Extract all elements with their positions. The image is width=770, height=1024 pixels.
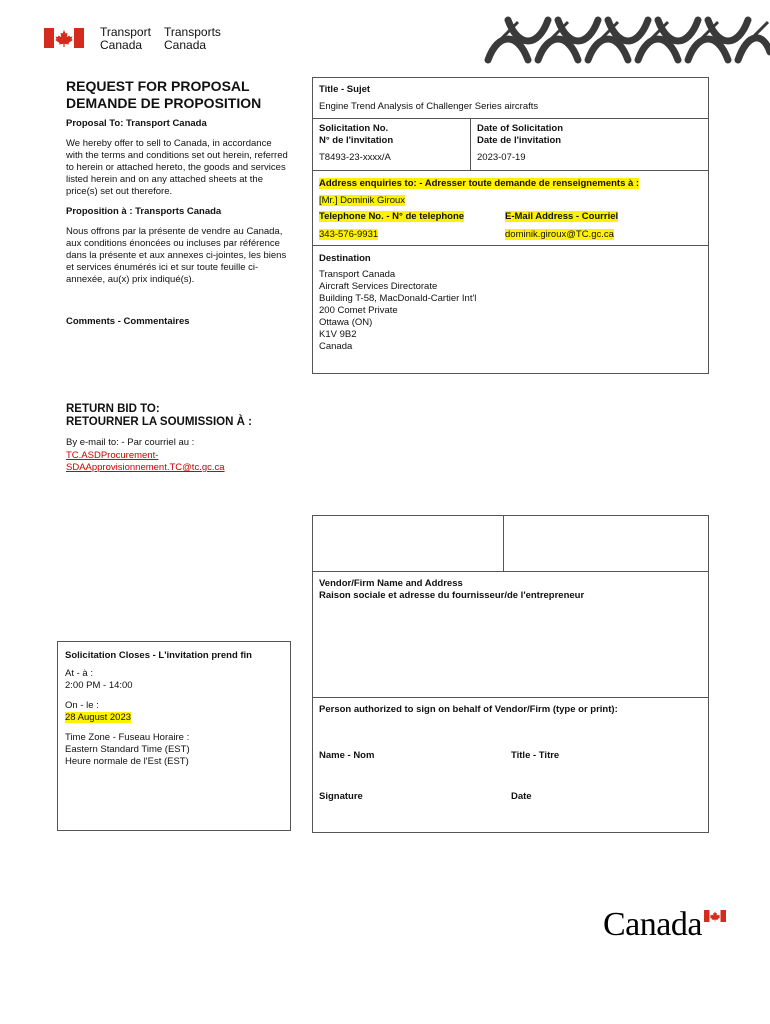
email-label: E-Mail Address - Courriel — [505, 211, 619, 222]
by-email-label: By e-mail to: - Par courriel au : — [66, 437, 195, 448]
timezone-label: Time Zone - Fuseau Horaire : — [65, 732, 190, 743]
date-label: Date — [511, 791, 532, 802]
return-bid-title-en: RETURN BID TO: — [66, 403, 160, 415]
timezone-en: Eastern Standard Time (EST) — [65, 744, 190, 755]
closes-date: 28 August 2023 — [65, 712, 132, 723]
proposal-to-text: We hereby offer to sell to Canada, in accordance with the terms and conditions set out herein, referred to herein or attached hereto, the goods and services listed herein and on any attached sheets at the price(s) set out therefore. — [66, 138, 288, 197]
destination-label: Destination — [319, 253, 371, 264]
department-name-en-1: Transport — [100, 25, 151, 39]
closes-label: Solicitation Closes - L'invitation prend fin — [65, 650, 252, 661]
vendor-name-address-fr: Raison sociale et adresse du fournisseur/de l'entrepreneur — [319, 590, 585, 601]
closes-on-label: On - le : — [65, 700, 99, 711]
timezone-fr: Heure normale de l'Est (EST) — [65, 756, 189, 767]
return-email-link-2[interactable]: SDAApprovisionnement.TC@tc.gc.ca — [66, 462, 225, 473]
canada-wordmark — [603, 906, 702, 944]
proposition-label: Proposition à : Transports Canada — [66, 206, 222, 217]
destination-line: 200 Comet Private — [319, 305, 398, 316]
destination-line: K1V 9B2 — [319, 329, 357, 340]
canada-flag-icon — [44, 28, 84, 48]
page-title-fr: DEMANDE DE PROPOSITION — [66, 95, 262, 111]
solicitation-no-label-fr: N° de l'invitation — [319, 135, 394, 146]
signature-label: Signature — [319, 791, 363, 802]
wordmark-flag-icon — [704, 910, 726, 922]
contact-name: [Mr.] Dominik Giroux — [319, 195, 406, 206]
closes-at-label: At - à : — [65, 668, 93, 679]
page-title-en: REQUEST FOR PROPOSAL — [66, 78, 250, 94]
canada-wordmark-text: Canada — [603, 906, 702, 943]
title-value: Engine Trend Analysis of Challenger Series aircrafts — [319, 101, 539, 112]
department-name-fr-1: Transports — [164, 25, 221, 39]
telephone-value: 343-576-9931 — [319, 229, 379, 240]
return-bid-title-fr: RETOURNER LA SOUMISSION À : — [66, 416, 252, 428]
vendor-box — [312, 515, 709, 833]
address-enquiries-label: Address enquiries to: - Adresser toute demande de renseignements à : — [319, 178, 640, 189]
proposal-to-label: Proposal To: Transport Canada — [66, 118, 207, 129]
destination-line: Transport Canada — [319, 269, 396, 280]
decorative-pattern — [478, 12, 770, 66]
solicitation-date-label-fr: Date de l'invitation — [477, 135, 562, 146]
department-name-en-2: Canada — [100, 37, 143, 52]
proposition-text: Nous offrons par la présente de vendre au Canada, aux conditions énoncées ou incluses par référence dans la présente et aux annexes ci-jointes, les biens et services énumérés ici et sur toute feuille ci-annexée, au(x) prix indiqué(s). — [66, 226, 287, 285]
comments-label: Comments - Commentaires — [66, 316, 190, 327]
authorized-person-label: Person authorized to sign on behalf of Vendor/Firm (type or print): — [319, 704, 618, 715]
department-name-fr-2: Canada — [164, 37, 207, 52]
solicitation-date-label-en: Date of Solicitation — [477, 123, 564, 134]
solicitation-date-value: 2023-07-19 — [477, 152, 526, 163]
telephone-label: Telephone No. - N° de telephone — [319, 211, 465, 222]
destination-line: Aircraft Services Directorate — [319, 281, 438, 292]
closes-time: 2:00 PM - 14:00 — [65, 680, 133, 691]
vendor-name-address-en: Vendor/Firm Name and Address — [319, 578, 463, 589]
destination-line: Building T-58, MacDonald-Cartier Int'l — [319, 293, 477, 304]
destination-line: Ottawa (ON) — [319, 317, 373, 328]
destination-line: Canada — [319, 341, 353, 352]
solicitation-no-label-en: Solicitation No. — [319, 123, 389, 134]
solicitation-no-value: T8493-23-xxxx/A — [319, 152, 391, 163]
vendor-title-label: Title - Titre — [511, 750, 560, 761]
return-email-link-1[interactable]: TC.ASDProcurement- — [66, 450, 159, 461]
vendor-name-label: Name - Nom — [319, 750, 375, 761]
title-label: Title - Sujet — [319, 84, 371, 95]
email-value[interactable]: dominik.giroux@TC.gc.ca — [505, 229, 614, 240]
